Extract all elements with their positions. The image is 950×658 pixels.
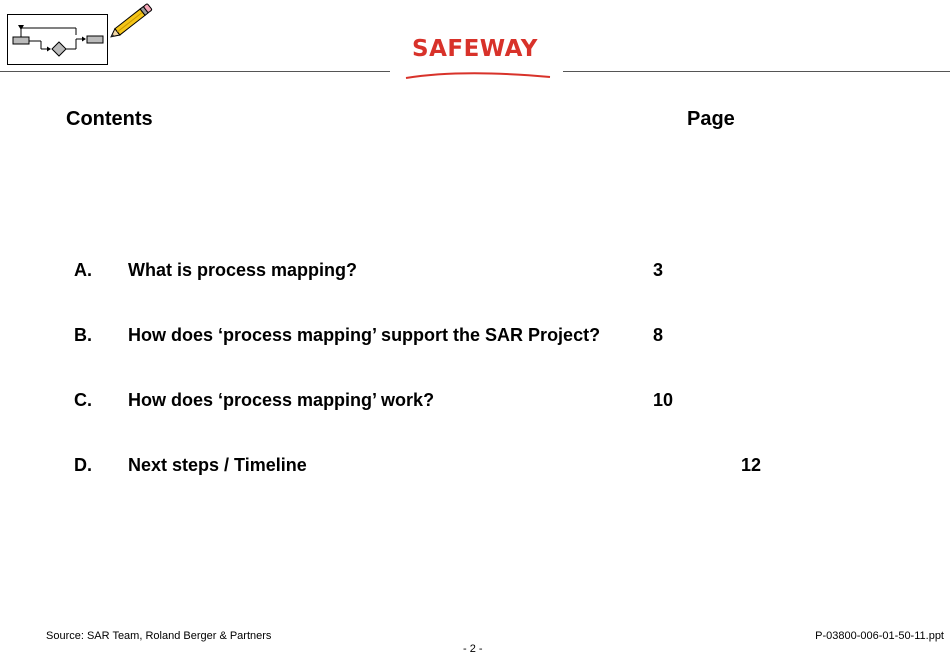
toc-entry-page: 10 — [653, 390, 674, 410]
toc-entry-title: Next steps / Timeline — [128, 455, 307, 475]
toc-entry-page: 3 — [653, 260, 664, 280]
footer-page-number: - 2 - — [463, 643, 483, 655]
toc-entry-letter: B. — [74, 325, 92, 345]
pencil-icon — [104, 2, 156, 42]
toc-entry-letter: A. — [74, 260, 92, 280]
toc-entry — [0, 455, 950, 481]
toc-entry-title: What is process mapping? — [128, 260, 358, 280]
footer-file-id: P-03800-006-01-50-11.ppt — [815, 630, 944, 642]
footer-source: Source: SAR Team, Roland Berger & Partners — [46, 630, 272, 642]
process-flow-icon — [8, 15, 107, 64]
safeway-logo — [404, 36, 552, 86]
toc-entry — [0, 390, 950, 416]
brand-name: SAFEWAY — [412, 36, 538, 62]
toc-entry-letter: D. — [74, 455, 92, 475]
toc-entry — [0, 260, 950, 286]
process-map-logo — [7, 14, 108, 65]
toc-entry-page: 8 — [653, 325, 664, 345]
toc-entry — [0, 325, 950, 351]
toc-entry-letter: C. — [74, 390, 92, 410]
brand-swoosh — [404, 70, 552, 82]
toc-entry-title: How does ‘process mapping’ work? — [128, 390, 435, 410]
toc-entry-page: 12 — [741, 455, 762, 475]
header-rule-left — [0, 71, 390, 72]
contents-heading: Contents — [66, 108, 153, 130]
header-rule-right — [563, 71, 950, 72]
page-heading: Page — [687, 108, 735, 130]
toc-entry-title: How does ‘process mapping’ support the SAR Project? — [128, 325, 601, 345]
